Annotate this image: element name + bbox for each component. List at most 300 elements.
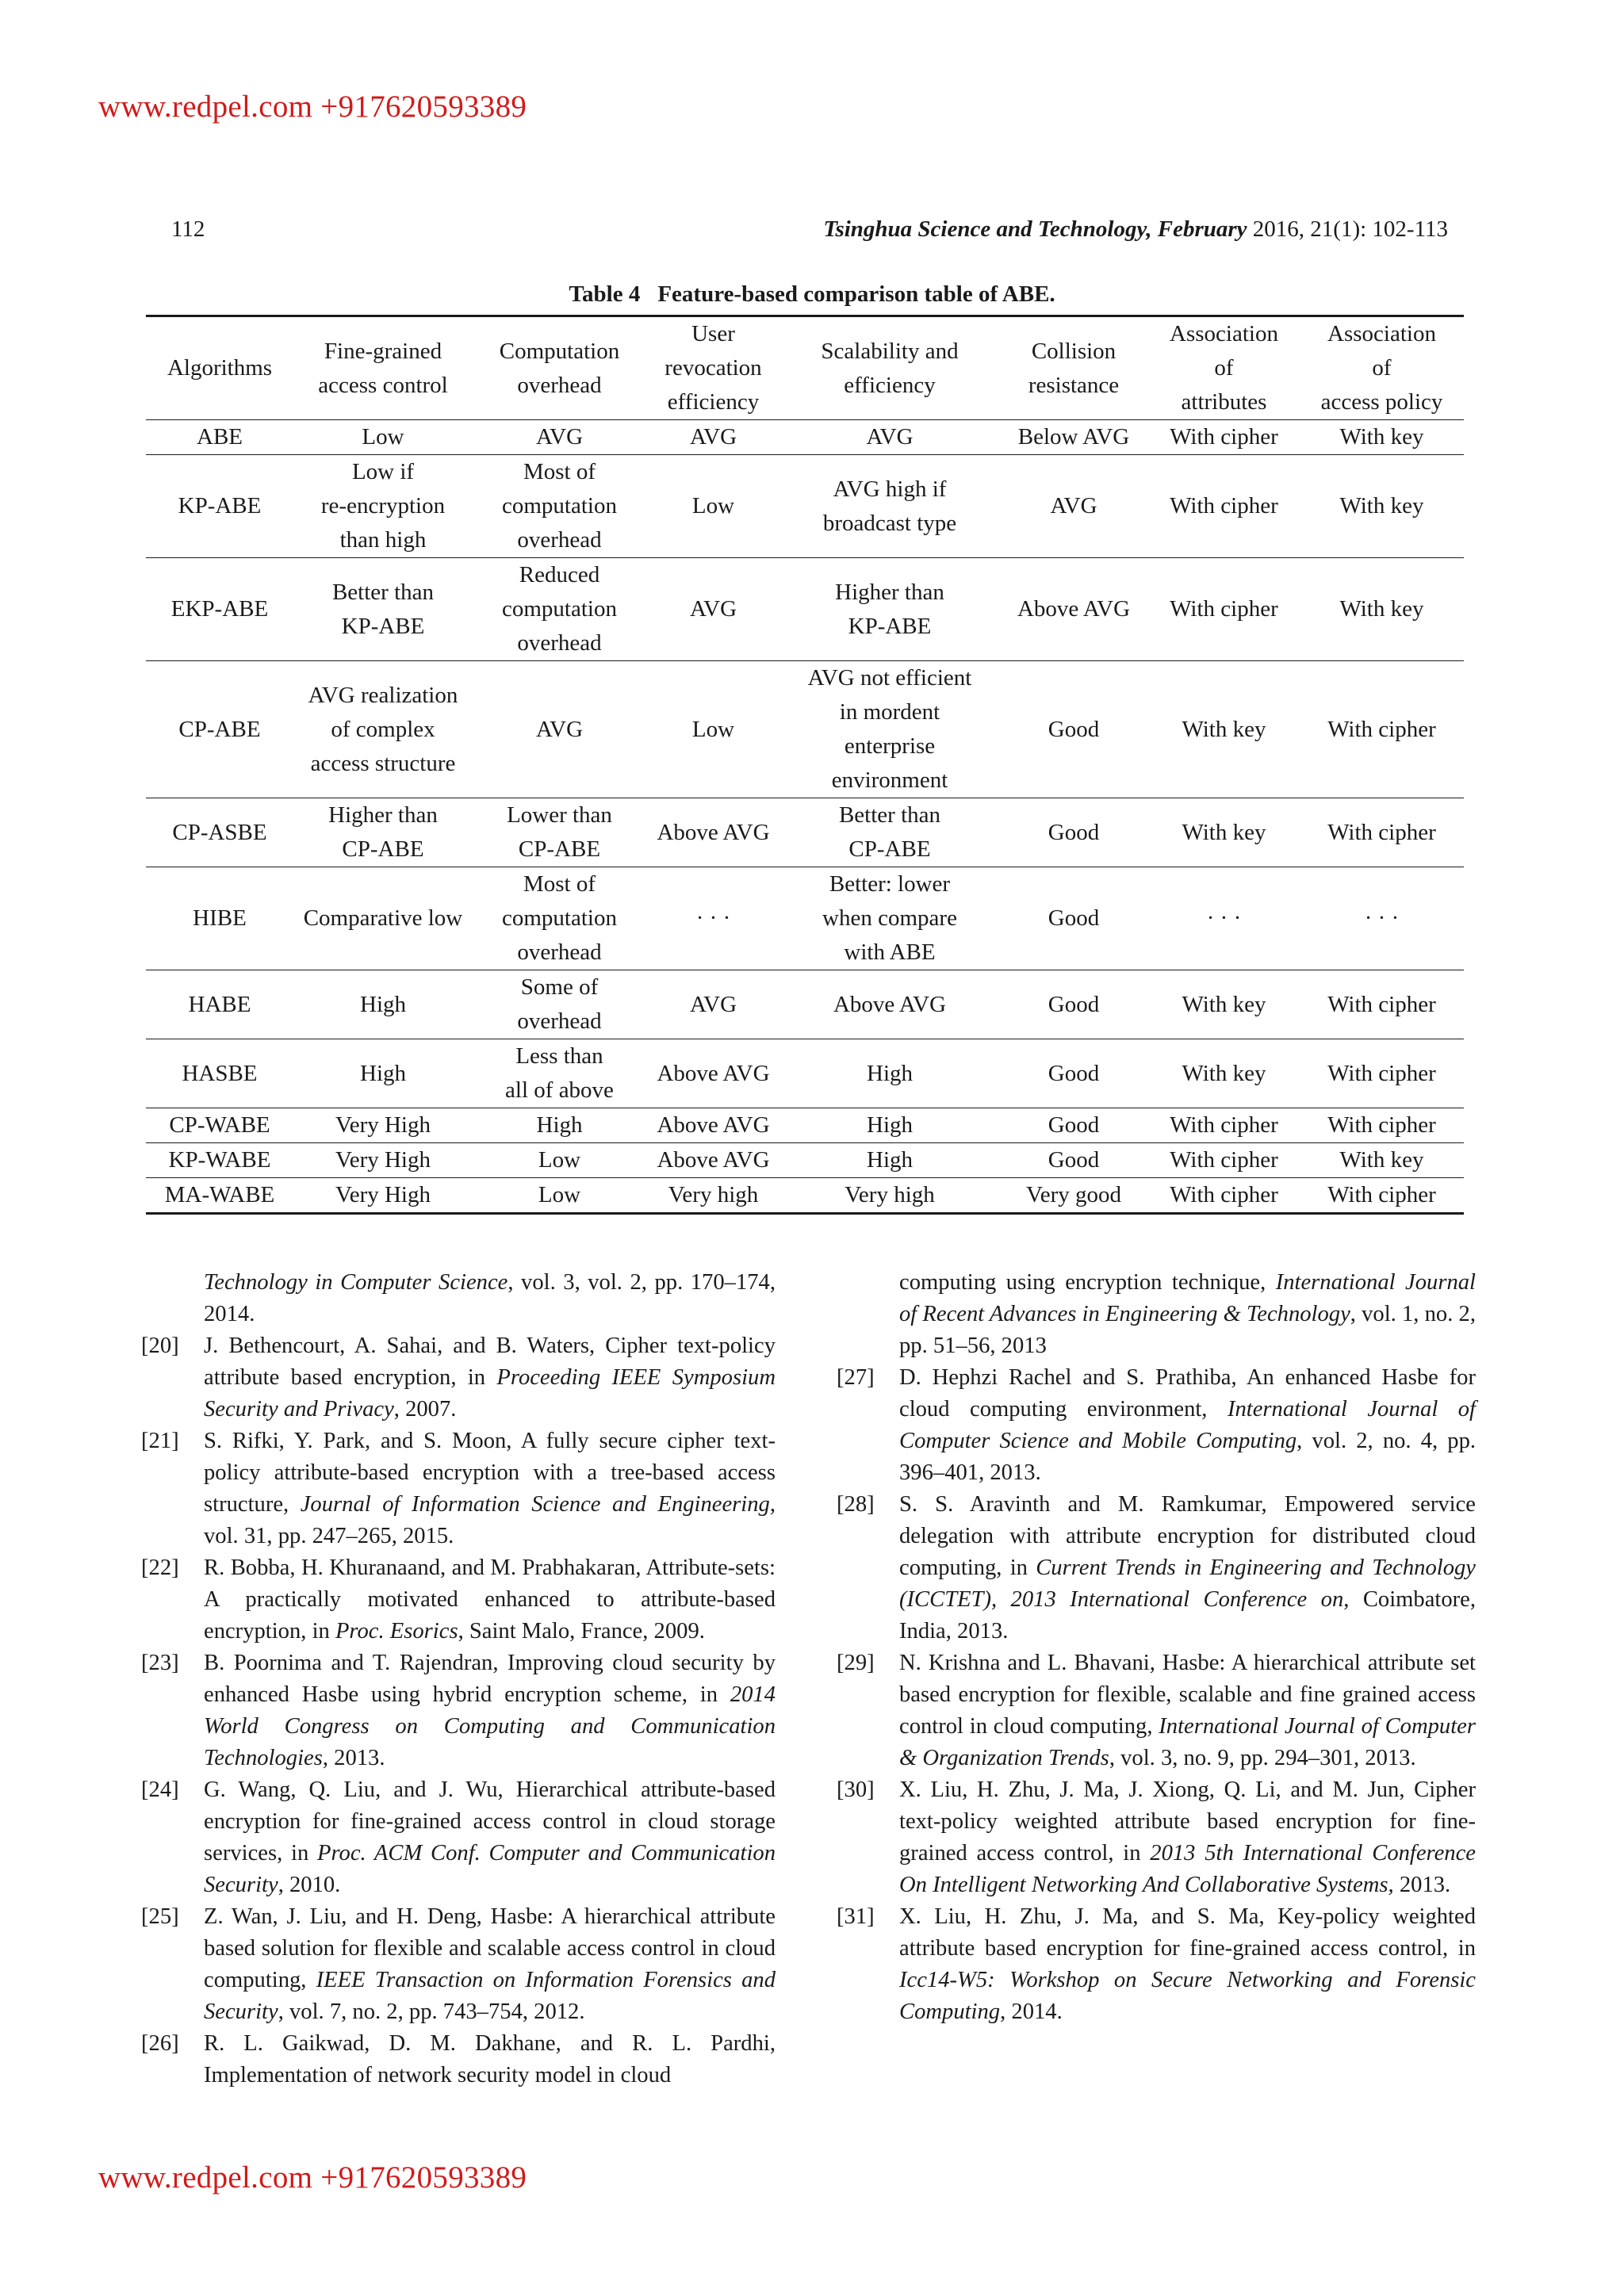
table-cell xyxy=(646,420,780,455)
table-cell xyxy=(293,1178,473,1214)
cell-line: resistance xyxy=(1028,372,1120,398)
reference-venue: Technology in Computer Science xyxy=(204,1270,508,1295)
algorithm-name-cell xyxy=(146,420,293,455)
cell-line: Collision xyxy=(1031,338,1116,364)
cell-line: Low xyxy=(362,424,404,450)
cell-line: Most of xyxy=(523,459,596,484)
reference-text: , vol. 3, vol. 2, pp. 170–174, 2014. xyxy=(204,1270,776,1326)
table-cell xyxy=(780,455,999,558)
reference-entry xyxy=(141,1774,776,1901)
cell-line: CP-ASBE xyxy=(172,819,267,845)
cell-line: Better than xyxy=(838,802,941,828)
reference-text: J. Bethencourt, A. Sahai, and B. Waters, Cipher text-policy attribute based encryption, in xyxy=(204,1334,776,1390)
cell-line: Scalability and xyxy=(821,338,959,364)
cell-line: efficiency xyxy=(667,389,760,415)
cell-line: Low xyxy=(538,1182,581,1207)
cell-line: Above AVG xyxy=(657,1112,770,1138)
table-cell xyxy=(1148,798,1300,867)
reference-number: [28] xyxy=(837,1492,875,1517)
watermark-top: www.redpel.com +917620593389 xyxy=(98,90,527,124)
cell-line: With cipher xyxy=(1170,596,1278,622)
table-row xyxy=(146,661,1464,798)
reference-number: [24] xyxy=(141,1777,179,1802)
reference-entry xyxy=(141,2028,776,2091)
cell-line: With key xyxy=(1182,716,1266,742)
cell-line: Above AVG xyxy=(833,991,947,1017)
reference-venue: Journal of Information Science and Engineering xyxy=(300,1492,770,1517)
algorithm-name-cell xyxy=(146,1039,293,1108)
cell-line: Low xyxy=(538,1147,581,1173)
cell-line: · · · xyxy=(1364,905,1400,931)
reference-venue: International Journal of Computer Science and Mobile Computing xyxy=(899,1397,1476,1453)
cell-line: efficiency xyxy=(844,372,936,398)
table-cell xyxy=(1300,867,1464,970)
table-cell xyxy=(780,867,999,970)
table-caption xyxy=(0,281,1624,308)
cell-line: High xyxy=(360,991,406,1017)
table-cell xyxy=(1148,1108,1300,1143)
table-cell xyxy=(780,1039,999,1108)
table-cell xyxy=(293,1108,473,1143)
table-cell xyxy=(1300,661,1464,798)
table-cell xyxy=(646,1039,780,1108)
table-cell xyxy=(473,1178,646,1214)
cell-line: Algorithms xyxy=(167,355,273,381)
algorithm-name-cell xyxy=(146,661,293,798)
cell-line: all of above xyxy=(505,1077,614,1103)
cell-line: Very good xyxy=(1025,1182,1121,1207)
cell-line: With key xyxy=(1339,1147,1424,1173)
table-cell xyxy=(1300,1039,1464,1108)
cell-line: With key xyxy=(1182,991,1266,1017)
table-cell xyxy=(473,1108,646,1143)
cell-line: High xyxy=(867,1060,913,1086)
cell-line: ABE xyxy=(197,424,243,450)
cell-line: Above AVG xyxy=(657,819,770,845)
cell-line: overhead xyxy=(517,1008,602,1034)
reference-venue: IEEE Transaction on Information Forensics and Security xyxy=(204,1968,776,2024)
reference-entry xyxy=(141,1552,776,1647)
cell-line: Better: lower xyxy=(829,871,951,897)
table-cell xyxy=(999,1178,1148,1214)
cell-line: High xyxy=(867,1147,913,1173)
reference-venue: 2013 5th International Conference On Intelligent Networking And Collaborative Systems, xyxy=(899,1841,1476,1897)
table-cell xyxy=(473,1039,646,1108)
cell-line: With cipher xyxy=(1170,1182,1278,1207)
table-row xyxy=(146,970,1464,1039)
cell-line: AVG realization xyxy=(308,682,458,708)
cell-line: attributes xyxy=(1181,389,1267,415)
reference-text: Z. Wan, J. Liu, and H. Deng, Hasbe: A hierarchical attribute based solution for flexible and scalable access control in cloud computing, xyxy=(204,1904,776,1992)
table-row xyxy=(146,1108,1464,1143)
reference-entry xyxy=(141,1267,776,1330)
table-cell xyxy=(999,970,1148,1039)
algorithm-name-cell xyxy=(146,970,293,1039)
reference-text: , Saint Malo, France, 2009. xyxy=(458,1619,705,1644)
column-header xyxy=(293,316,473,420)
cell-line: access control xyxy=(318,372,448,398)
table-cell xyxy=(473,558,646,661)
reference-entry xyxy=(837,1774,1476,1901)
cell-line: With cipher xyxy=(1327,819,1436,845)
cell-line: Reduced xyxy=(519,562,600,587)
reference-entry xyxy=(837,1267,1476,1362)
table-row xyxy=(146,420,1464,455)
reference-text: , 2007. xyxy=(393,1397,457,1422)
cell-line: HIBE xyxy=(193,905,247,931)
cell-line: With cipher xyxy=(1170,424,1278,450)
reference-number: [20] xyxy=(141,1334,179,1358)
reference-number: [31] xyxy=(837,1904,875,1929)
reference-venue: Icc14-W5: Workshop on Secure Networking and Forensic Computing xyxy=(899,1968,1476,2024)
cell-line: Good xyxy=(1048,1060,1100,1086)
cell-line: AVG xyxy=(689,596,737,622)
cell-line: Above AVG xyxy=(1017,596,1131,622)
cell-line: Good xyxy=(1048,905,1100,931)
cell-line: overhead xyxy=(517,630,602,656)
algorithm-name-cell xyxy=(146,455,293,558)
reference-number: [23] xyxy=(141,1651,179,1675)
table-cell xyxy=(646,1178,780,1214)
table-caption-label: Table 4 xyxy=(569,281,641,307)
cell-line: AVG high if xyxy=(833,476,947,502)
table-cell xyxy=(1300,558,1464,661)
cell-line: MA-WABE xyxy=(164,1182,275,1207)
cell-line: Above AVG xyxy=(657,1060,770,1086)
reference-text: D. Hephzi Rachel and S. Prathiba, An enhanced Hasbe for cloud computing environment, xyxy=(899,1365,1476,1422)
cell-line: Fine-grained xyxy=(324,338,442,364)
table-row xyxy=(146,455,1464,558)
table-cell xyxy=(999,798,1148,867)
table-cell xyxy=(293,420,473,455)
table-cell xyxy=(293,455,473,558)
cell-line: Association xyxy=(1327,321,1436,346)
cell-line: Higher than xyxy=(835,579,944,605)
cell-line: Computation xyxy=(499,338,620,364)
reference-venue: Current Trends in Engineering and Technology (ICCTET), 2013 International Conference on xyxy=(899,1556,1476,1612)
column-header xyxy=(999,316,1148,420)
cell-line: Very high xyxy=(845,1182,935,1207)
cell-line: Most of xyxy=(523,871,596,897)
cell-line: broadcast type xyxy=(822,510,957,536)
table-cell xyxy=(1300,455,1464,558)
cell-line: Below AVG xyxy=(1017,424,1130,450)
cell-line: EKP-ABE xyxy=(170,596,269,622)
algorithm-name-cell xyxy=(146,867,293,970)
reference-venue: Proc. ACM Conf. Computer and Communication Security xyxy=(204,1841,776,1897)
reference-text: , vol. 3, no. 9, pp. 294–301, 2013. xyxy=(1109,1746,1416,1770)
table-cell xyxy=(1148,867,1300,970)
reference-entry xyxy=(837,1489,1476,1647)
cell-line: computation xyxy=(502,596,617,622)
reference-entry xyxy=(141,1901,776,2028)
cell-line: with ABE xyxy=(844,939,936,965)
abe-comparison-table xyxy=(146,315,1464,1215)
algorithm-name-cell xyxy=(146,798,293,867)
table-cell xyxy=(780,1108,999,1143)
reference-entry xyxy=(837,1647,1476,1774)
column-header xyxy=(473,316,646,420)
reference-venue: International Journal of Computer & Organization Trends xyxy=(899,1714,1476,1770)
table-cell xyxy=(1148,970,1300,1039)
reference-entry xyxy=(141,1647,776,1774)
cell-line: Low xyxy=(691,493,735,519)
reference-venue: 2014 World Congress on Computing and Communication Technologies xyxy=(204,1682,776,1770)
cell-line: overhead xyxy=(517,939,602,965)
cell-line: Good xyxy=(1048,1112,1100,1138)
cell-line: Very High xyxy=(335,1112,431,1138)
table-cell xyxy=(646,661,780,798)
reference-text: R. L. Gaikwad, D. M. Dakhane, and R. L. Pardhi, Implementation of network security model in cloud xyxy=(204,2031,776,2087)
cell-line: CP-ABE xyxy=(342,836,424,862)
cell-line: Good xyxy=(1048,819,1100,845)
table-body xyxy=(146,420,1464,1214)
reference-text: , vol. 7, no. 2, pp. 743–754, 2012. xyxy=(278,1999,585,2024)
reference-venue: Proceeding IEEE Symposium Security and Privacy xyxy=(204,1365,776,1422)
table-cell xyxy=(999,420,1148,455)
cell-line: Low if xyxy=(351,459,415,484)
cell-line: Very High xyxy=(335,1182,431,1207)
reference-text: G. Wang, Q. Liu, and J. Wu, Hierarchical attribute-based encryption for fine-grained access control in cloud storage services, in xyxy=(204,1777,776,1866)
cell-line: High xyxy=(536,1112,583,1138)
table-row xyxy=(146,1178,1464,1214)
reference-number: [22] xyxy=(141,1556,179,1580)
reference-text: , Coimbatore, India, 2013. xyxy=(899,1587,1476,1644)
cell-line: Comparative low xyxy=(303,905,463,931)
cell-line: AVG xyxy=(689,424,737,450)
cell-line: Association xyxy=(1170,321,1278,346)
table-cell xyxy=(780,970,999,1039)
cell-line: enterprise xyxy=(844,733,936,759)
table-cell xyxy=(999,867,1148,970)
reference-number: [30] xyxy=(837,1777,875,1802)
column-header xyxy=(1300,316,1464,420)
reference-venue: Proc. Esorics xyxy=(335,1619,458,1644)
table-row xyxy=(146,798,1464,867)
reference-number: [29] xyxy=(837,1651,875,1675)
cell-line: HABE xyxy=(188,991,251,1017)
table-cell xyxy=(1300,1178,1464,1214)
cell-line: AVG xyxy=(535,716,584,742)
cell-line: HASBE xyxy=(182,1060,258,1086)
cell-line: Low xyxy=(691,716,735,742)
reference-text: S. S. Aravinth and M. Ramkumar, Empowered service delegation with attribute encryption for distributed cloud computing, in xyxy=(899,1492,1476,1580)
table-cell xyxy=(293,558,473,661)
cell-line: Good xyxy=(1048,991,1100,1017)
cell-line: overhead xyxy=(517,372,602,398)
journal-issue: 2016, 21(1): 102-113 xyxy=(1252,216,1448,242)
cell-line: Some of xyxy=(520,974,599,1000)
cell-line: With cipher xyxy=(1327,1182,1436,1207)
cell-line: KP-ABE xyxy=(848,613,932,639)
reference-text: S. Rifki, Y. Park, and S. Moon, A fully secure cipher text-policy attribute-based encryption with a tree-based access structure, xyxy=(204,1429,776,1517)
table-cell xyxy=(999,661,1148,798)
cell-line: Very High xyxy=(335,1147,431,1173)
reference-entry xyxy=(837,1901,1476,2028)
cell-line: access policy xyxy=(1320,389,1443,415)
table-row xyxy=(146,1039,1464,1108)
reference-text: , vol. 2, no. 4, pp. 396–401, 2013. xyxy=(899,1429,1477,1485)
cell-line: AVG xyxy=(1050,493,1097,519)
cell-line: With cipher xyxy=(1170,1147,1278,1173)
cell-line: With cipher xyxy=(1327,1112,1436,1138)
table-cell xyxy=(1300,1143,1464,1178)
table-row xyxy=(146,1143,1464,1178)
cell-line: CP-ABE xyxy=(848,836,931,862)
reference-number: [21] xyxy=(141,1429,179,1453)
cell-line: of xyxy=(1372,355,1392,381)
table-cell xyxy=(1300,1108,1464,1143)
algorithm-name-cell xyxy=(146,1143,293,1178)
table-cell xyxy=(1148,1178,1300,1214)
reference-text: , 2014. xyxy=(1000,1999,1063,2024)
cell-line: AVG not efficient xyxy=(807,665,972,691)
cell-line: Good xyxy=(1048,1147,1100,1173)
table-cell xyxy=(1300,798,1464,867)
references-left-column xyxy=(141,1267,776,2091)
reference-number: [27] xyxy=(837,1365,875,1390)
cell-line: KP-ABE xyxy=(178,493,262,519)
cell-line: environment xyxy=(831,767,948,793)
cell-line: · · · xyxy=(695,905,731,931)
cell-line: Less than xyxy=(515,1043,603,1069)
cell-line: re-encryption xyxy=(320,493,446,519)
table-row xyxy=(146,558,1464,661)
table-cell xyxy=(646,1143,780,1178)
references-right-column xyxy=(837,1267,1476,2028)
table-cell xyxy=(473,867,646,970)
table-cell xyxy=(780,1178,999,1214)
cell-line: With cipher xyxy=(1170,493,1278,519)
cell-line: access structure xyxy=(310,750,456,776)
reference-text: , 2010. xyxy=(278,1873,341,1897)
table-cell xyxy=(999,1108,1148,1143)
cell-line: With cipher xyxy=(1327,991,1436,1017)
table-cell xyxy=(293,867,473,970)
table-cell xyxy=(293,1143,473,1178)
table-cell xyxy=(646,970,780,1039)
cell-line: computation xyxy=(502,905,617,931)
cell-line: of xyxy=(1214,355,1234,381)
table-cell xyxy=(1148,558,1300,661)
table-cell xyxy=(999,558,1148,661)
cell-line: KP-ABE xyxy=(341,613,425,639)
cell-line: AVG xyxy=(866,424,914,450)
cell-line: revocation xyxy=(665,355,762,381)
cell-line: of complex xyxy=(331,716,435,742)
watermark-bottom: www.redpel.com +917620593389 xyxy=(98,2160,527,2195)
cell-line: High xyxy=(867,1112,913,1138)
page-number: 112 xyxy=(171,216,205,242)
reference-text: 2013. xyxy=(1393,1873,1451,1897)
reference-text: X. Liu, H. Zhu, J. Ma, and S. Ma, Key-policy weighted attribute based encryption for fine-grained access control, in xyxy=(899,1904,1476,1961)
cell-line: Better than xyxy=(331,579,435,605)
table-cell xyxy=(1148,1143,1300,1178)
table-cell xyxy=(1148,1039,1300,1108)
cell-line: CP-ABE xyxy=(518,836,601,862)
cell-line: computation xyxy=(502,493,617,519)
reference-entry xyxy=(837,1362,1476,1489)
column-header xyxy=(1148,316,1300,420)
running-head xyxy=(171,216,1448,243)
table-cell xyxy=(646,798,780,867)
table-cell xyxy=(780,1143,999,1178)
table-cell xyxy=(473,970,646,1039)
cell-line: AVG xyxy=(689,991,737,1017)
cell-line: when compare xyxy=(822,905,957,931)
reference-number: [25] xyxy=(141,1904,179,1929)
table-cell xyxy=(1148,420,1300,455)
cell-line: KP-WABE xyxy=(168,1147,271,1173)
cell-line: CP-ABE xyxy=(178,716,261,742)
algorithm-name-cell xyxy=(146,558,293,661)
table-cell xyxy=(473,455,646,558)
reference-entry xyxy=(141,1330,776,1425)
reference-text: X. Liu, H. Zhu, J. Ma, J. Xiong, Q. Li, and M. Jun, Cipher text-policy weighted attribute based encryption for fine-grained access control, in xyxy=(899,1777,1476,1866)
cell-line: in mordent xyxy=(839,699,940,725)
table-cell xyxy=(293,661,473,798)
table-cell xyxy=(293,970,473,1039)
table-cell xyxy=(473,798,646,867)
table-cell xyxy=(1148,455,1300,558)
table-header-row xyxy=(146,316,1464,420)
cell-line: High xyxy=(360,1060,406,1086)
table-caption-text: Feature-based comparison table of ABE. xyxy=(657,281,1055,307)
reference-text: computing using encryption technique, xyxy=(899,1270,1276,1295)
table-cell xyxy=(646,558,780,661)
cell-line: AVG xyxy=(535,424,584,450)
column-header xyxy=(780,316,999,420)
cell-line: With key xyxy=(1182,819,1266,845)
cell-line: User xyxy=(691,321,735,346)
table-cell xyxy=(780,558,999,661)
table-cell xyxy=(473,1143,646,1178)
cell-line: With cipher xyxy=(1170,1112,1278,1138)
table-cell xyxy=(999,1143,1148,1178)
table-cell xyxy=(780,420,999,455)
table-cell xyxy=(473,661,646,798)
reference-text: , vol. 31, pp. 247–265, 2015. xyxy=(204,1492,776,1548)
algorithm-name-cell xyxy=(146,1108,293,1143)
table-cell xyxy=(1300,970,1464,1039)
table-cell xyxy=(1148,661,1300,798)
column-header xyxy=(646,316,780,420)
reference-text: N. Krishna and L. Bhavani, Hasbe: A hierarchical attribute set based encryption for flexible, scalable and fine grained access control in cloud computing, xyxy=(899,1651,1476,1739)
cell-line: Above AVG xyxy=(657,1147,770,1173)
cell-line: With key xyxy=(1339,596,1424,622)
table-cell xyxy=(293,798,473,867)
cell-line: With key xyxy=(1182,1060,1266,1086)
cell-line: With key xyxy=(1339,493,1424,519)
reference-number: [26] xyxy=(141,2031,179,2056)
table-cell xyxy=(646,455,780,558)
table-cell xyxy=(1300,420,1464,455)
table-cell xyxy=(999,1039,1148,1108)
table-cell xyxy=(293,1039,473,1108)
cell-line: With cipher xyxy=(1327,1060,1436,1086)
algorithm-name-cell xyxy=(146,1178,293,1214)
journal-citation xyxy=(823,216,1448,243)
reference-text: , vol. 1, no. 2, pp. 51–56, 2013 xyxy=(899,1302,1476,1358)
table-cell xyxy=(780,798,999,867)
reference-text: , 2013. xyxy=(322,1746,385,1770)
cell-line: Lower than xyxy=(507,802,612,828)
cell-line: Good xyxy=(1048,716,1100,742)
cell-line: overhead xyxy=(517,527,602,553)
reference-entry xyxy=(141,1425,776,1552)
reference-venue: International Journal of Recent Advances in Engineering & Technology xyxy=(899,1270,1476,1326)
table-cell xyxy=(999,455,1148,558)
